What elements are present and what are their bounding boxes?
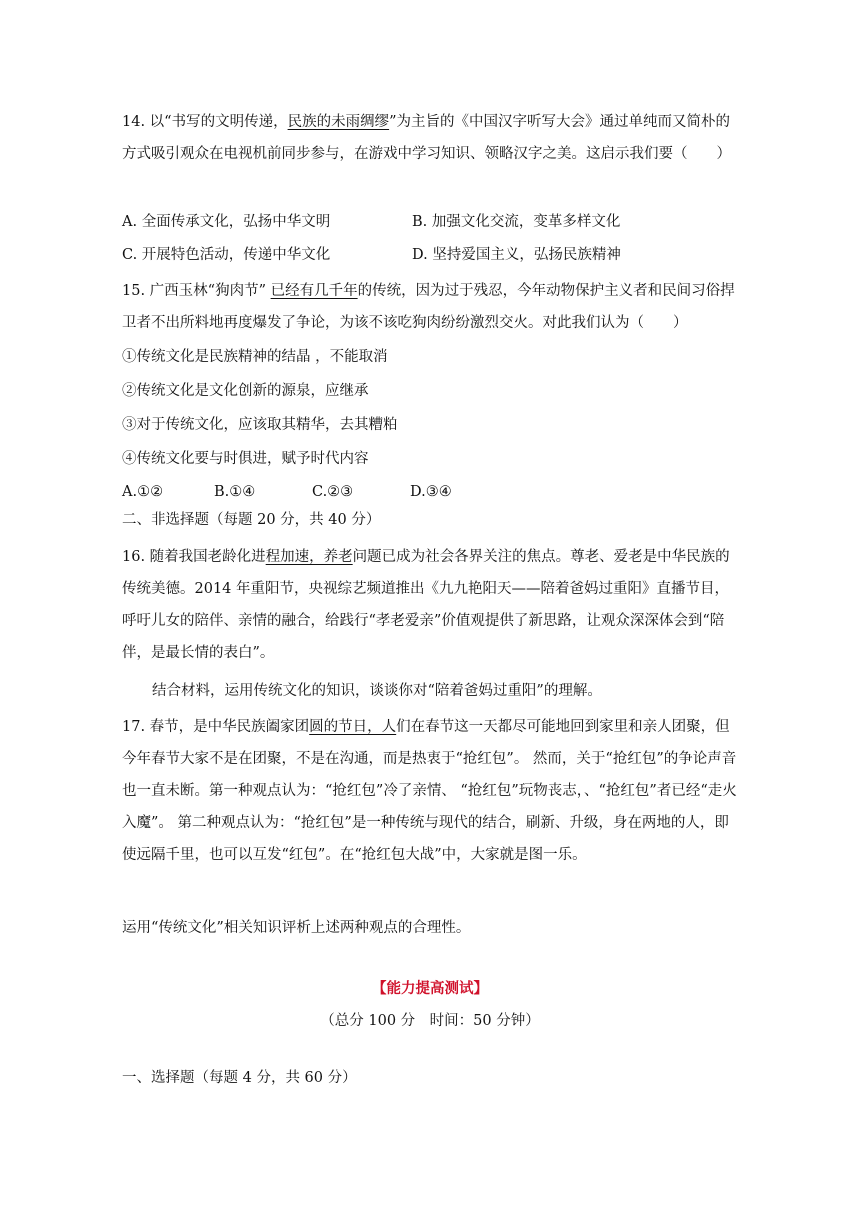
q14-underlined-phrase: 民族的未雨绸缪 <box>287 114 390 130</box>
question-15-stem <box>122 275 742 339</box>
q14-text-post: ”为主旨的《中国汉字听写大会》通过单纯而又简朴的方式吸引观众在电视机前同步参与，在游戏中学习知识、领略汉字之美。这启示我们要（ ） <box>122 114 731 162</box>
q15-text-post: 的传统，因为过于残忍，今年动物保护主义者和民间习俗捍卫者不出所料地再度爆发了争论，为该不该吃狗肉纷纷激烈交火。对此我们认为（ ） <box>122 283 735 331</box>
q15-underlined-phrase: 已经有几千年 <box>270 283 358 299</box>
q14-option-d: D. 坚持爱国主义，弘扬民族精神 <box>412 247 621 263</box>
section-2-heading: 二、非选择题（每题 20 分，共 40 分） <box>122 512 381 528</box>
question-17-stem <box>122 711 742 871</box>
q16-underlined-phrase: 程加速，养老 <box>265 549 353 565</box>
q16-text-post: 问题已成为社会各界关注的焦点。尊老、爱老是中华民族的传统美德。2014 年重阳节，央视综艺频道推出《九九艳阳天——陪着爸妈过重阳》直播节目，呼吁儿女的陪伴、亲情的融合，给践行“孝老爱亲”价值观提供了新思路，让观众深深体会到“陪伴，是最长情的表白”。 <box>122 549 730 661</box>
question-14-stem <box>122 106 742 170</box>
question-16-stem <box>122 541 742 669</box>
q17-task: 运用“传统文化”相关知识评析上述两种观点的合理性。 <box>122 920 471 936</box>
q15-option-c: C.②③ <box>312 484 354 500</box>
q14-options-row-1 <box>122 212 620 232</box>
q14-option-c: C. 开展特色活动，传递中华文化 <box>122 247 331 263</box>
q14-options-row-2 <box>122 245 621 265</box>
ability-test-title: 【能力提高测试】 <box>372 980 488 997</box>
q17-text-pre: 17. 春节，是中华民族阖家团 <box>122 719 310 735</box>
q15-option-d: D.③④ <box>410 484 452 500</box>
q15-option-b: B.①④ <box>214 484 256 500</box>
q17-underlined-phrase: 圆的节日，人 <box>309 719 397 735</box>
q14-option-b: B. 加强文化交流，变革多样文化 <box>412 214 621 230</box>
ability-test-subtitle: （总分 100 分 时间：50 分钟） <box>320 1013 540 1029</box>
q15-statement-3: ③对于传统文化，应该取其精华，去其糟粕 <box>122 417 398 433</box>
section-1-heading: 一、选择题（每题 4 分，共 60 分） <box>122 1070 357 1086</box>
q14-option-a: A. 全面传承文化，弘扬中华文明 <box>122 214 331 230</box>
q15-text-pre: 15. 广西玉林“狗肉节” <box>122 283 271 299</box>
q15-statement-1: ①传统文化是民族精神的结晶 ，不能取消 <box>122 349 388 365</box>
q15-statement-4: ④传统文化要与时俱进，赋予时代内容 <box>122 451 369 467</box>
q16-text-pre: 16. 随着我国老龄化进 <box>122 549 266 565</box>
q15-statement-2: ②传统文化是文化创新的源泉，应继承 <box>122 383 369 399</box>
q15-options-row <box>122 482 452 502</box>
q17-text-post: 们在春节这一天都尽可能地回到家里和亲人团聚，但今年春节大家不是在团聚，不是在沟通，而是热衷于“抢红包”。 然而，关于“抢红包”的争论声音也一直未断。第一种观点认为：“抢红包”冷了亲情、 “抢红包”玩物丧志，、“抢红包”者已经“走火入魔”。 第二种观点认为：“抢红包”是一种传统与现代的结合，刷新、升级，身在两地的人，即使远隔千里，也可以互发“红包”。在“抢红包大战”中，大家就是图一乐。 <box>122 719 737 863</box>
q14-text-pre: 14. 以“书写的文明传递， <box>122 114 288 130</box>
q16-task: 结合材料，运用传统文化的知识，谈谈你对“陪着爸妈过重阳”的理解。 <box>152 683 602 699</box>
q15-option-a: A.①② <box>122 484 164 500</box>
